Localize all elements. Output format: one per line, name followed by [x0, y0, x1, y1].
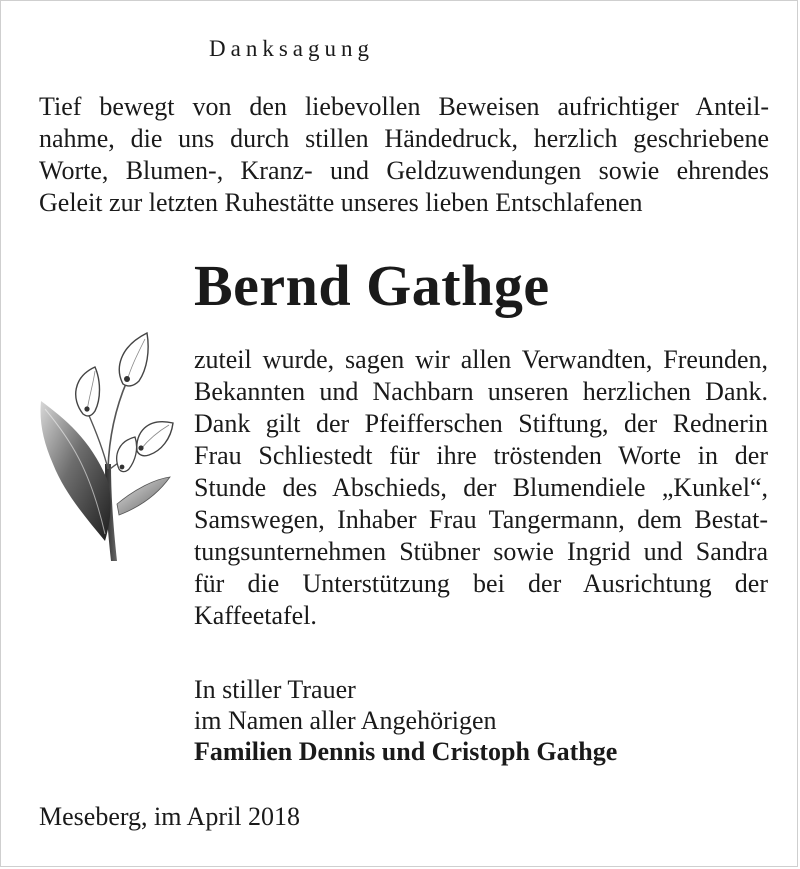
intro-line: nahme, die uns durch stillen Händedruck, herzlich geschriebene	[39, 124, 769, 153]
body-line: tungsunternehmen Stübner sowie Ingrid und Sandra	[194, 537, 768, 566]
closing-line: In stiller Trauer	[194, 675, 356, 704]
body-line: Frau Schliestedt für ihre tröstenden Worte in der	[194, 441, 768, 470]
body-line: Samswegen, Inhaber Frau Tangermann, dem Bestat-	[194, 505, 768, 534]
intro-paragraph	[39, 91, 769, 219]
body-line: zuteil wurde, sagen wir allen Verwandten, Freunden,	[194, 345, 768, 374]
body-line: für die Unterstützung bei der Ausrichtung der	[194, 569, 768, 598]
notice-heading: Danksagung	[209, 36, 374, 61]
closing-line: im Namen aller Angehörigen	[194, 706, 497, 735]
body-line: Bekannten und Nachbarn unseren herzlichen Dank.	[194, 377, 768, 406]
body-line: Kaffeetafel.	[194, 601, 317, 630]
intro-line: Tief bewegt von den liebevollen Beweisen aufrichtiger Anteil-	[39, 92, 769, 121]
thanks-paragraph	[194, 344, 768, 632]
family-signature: Familien Dennis und Cristoph Gathge	[194, 737, 618, 766]
calla-lily-icon	[35, 329, 185, 563]
intro-line: Worte, Blumen-, Kranz- und Geldzuwendungen sowie ehrendes	[39, 156, 769, 185]
intro-line: Geleit zur letzten Ruhestätte unseres lieben Entschlafenen	[39, 188, 643, 217]
closing-block	[194, 674, 617, 767]
body-line: Stunde des Abschieds, der Blumendiele „Kunkel“,	[194, 473, 768, 502]
deceased-name: Bernd Gathge	[194, 253, 550, 318]
place-date: Meseberg, im April 2018	[39, 802, 300, 831]
body-line: Dank gilt der Pfeifferschen Stiftung, der Rednerin	[194, 409, 768, 438]
